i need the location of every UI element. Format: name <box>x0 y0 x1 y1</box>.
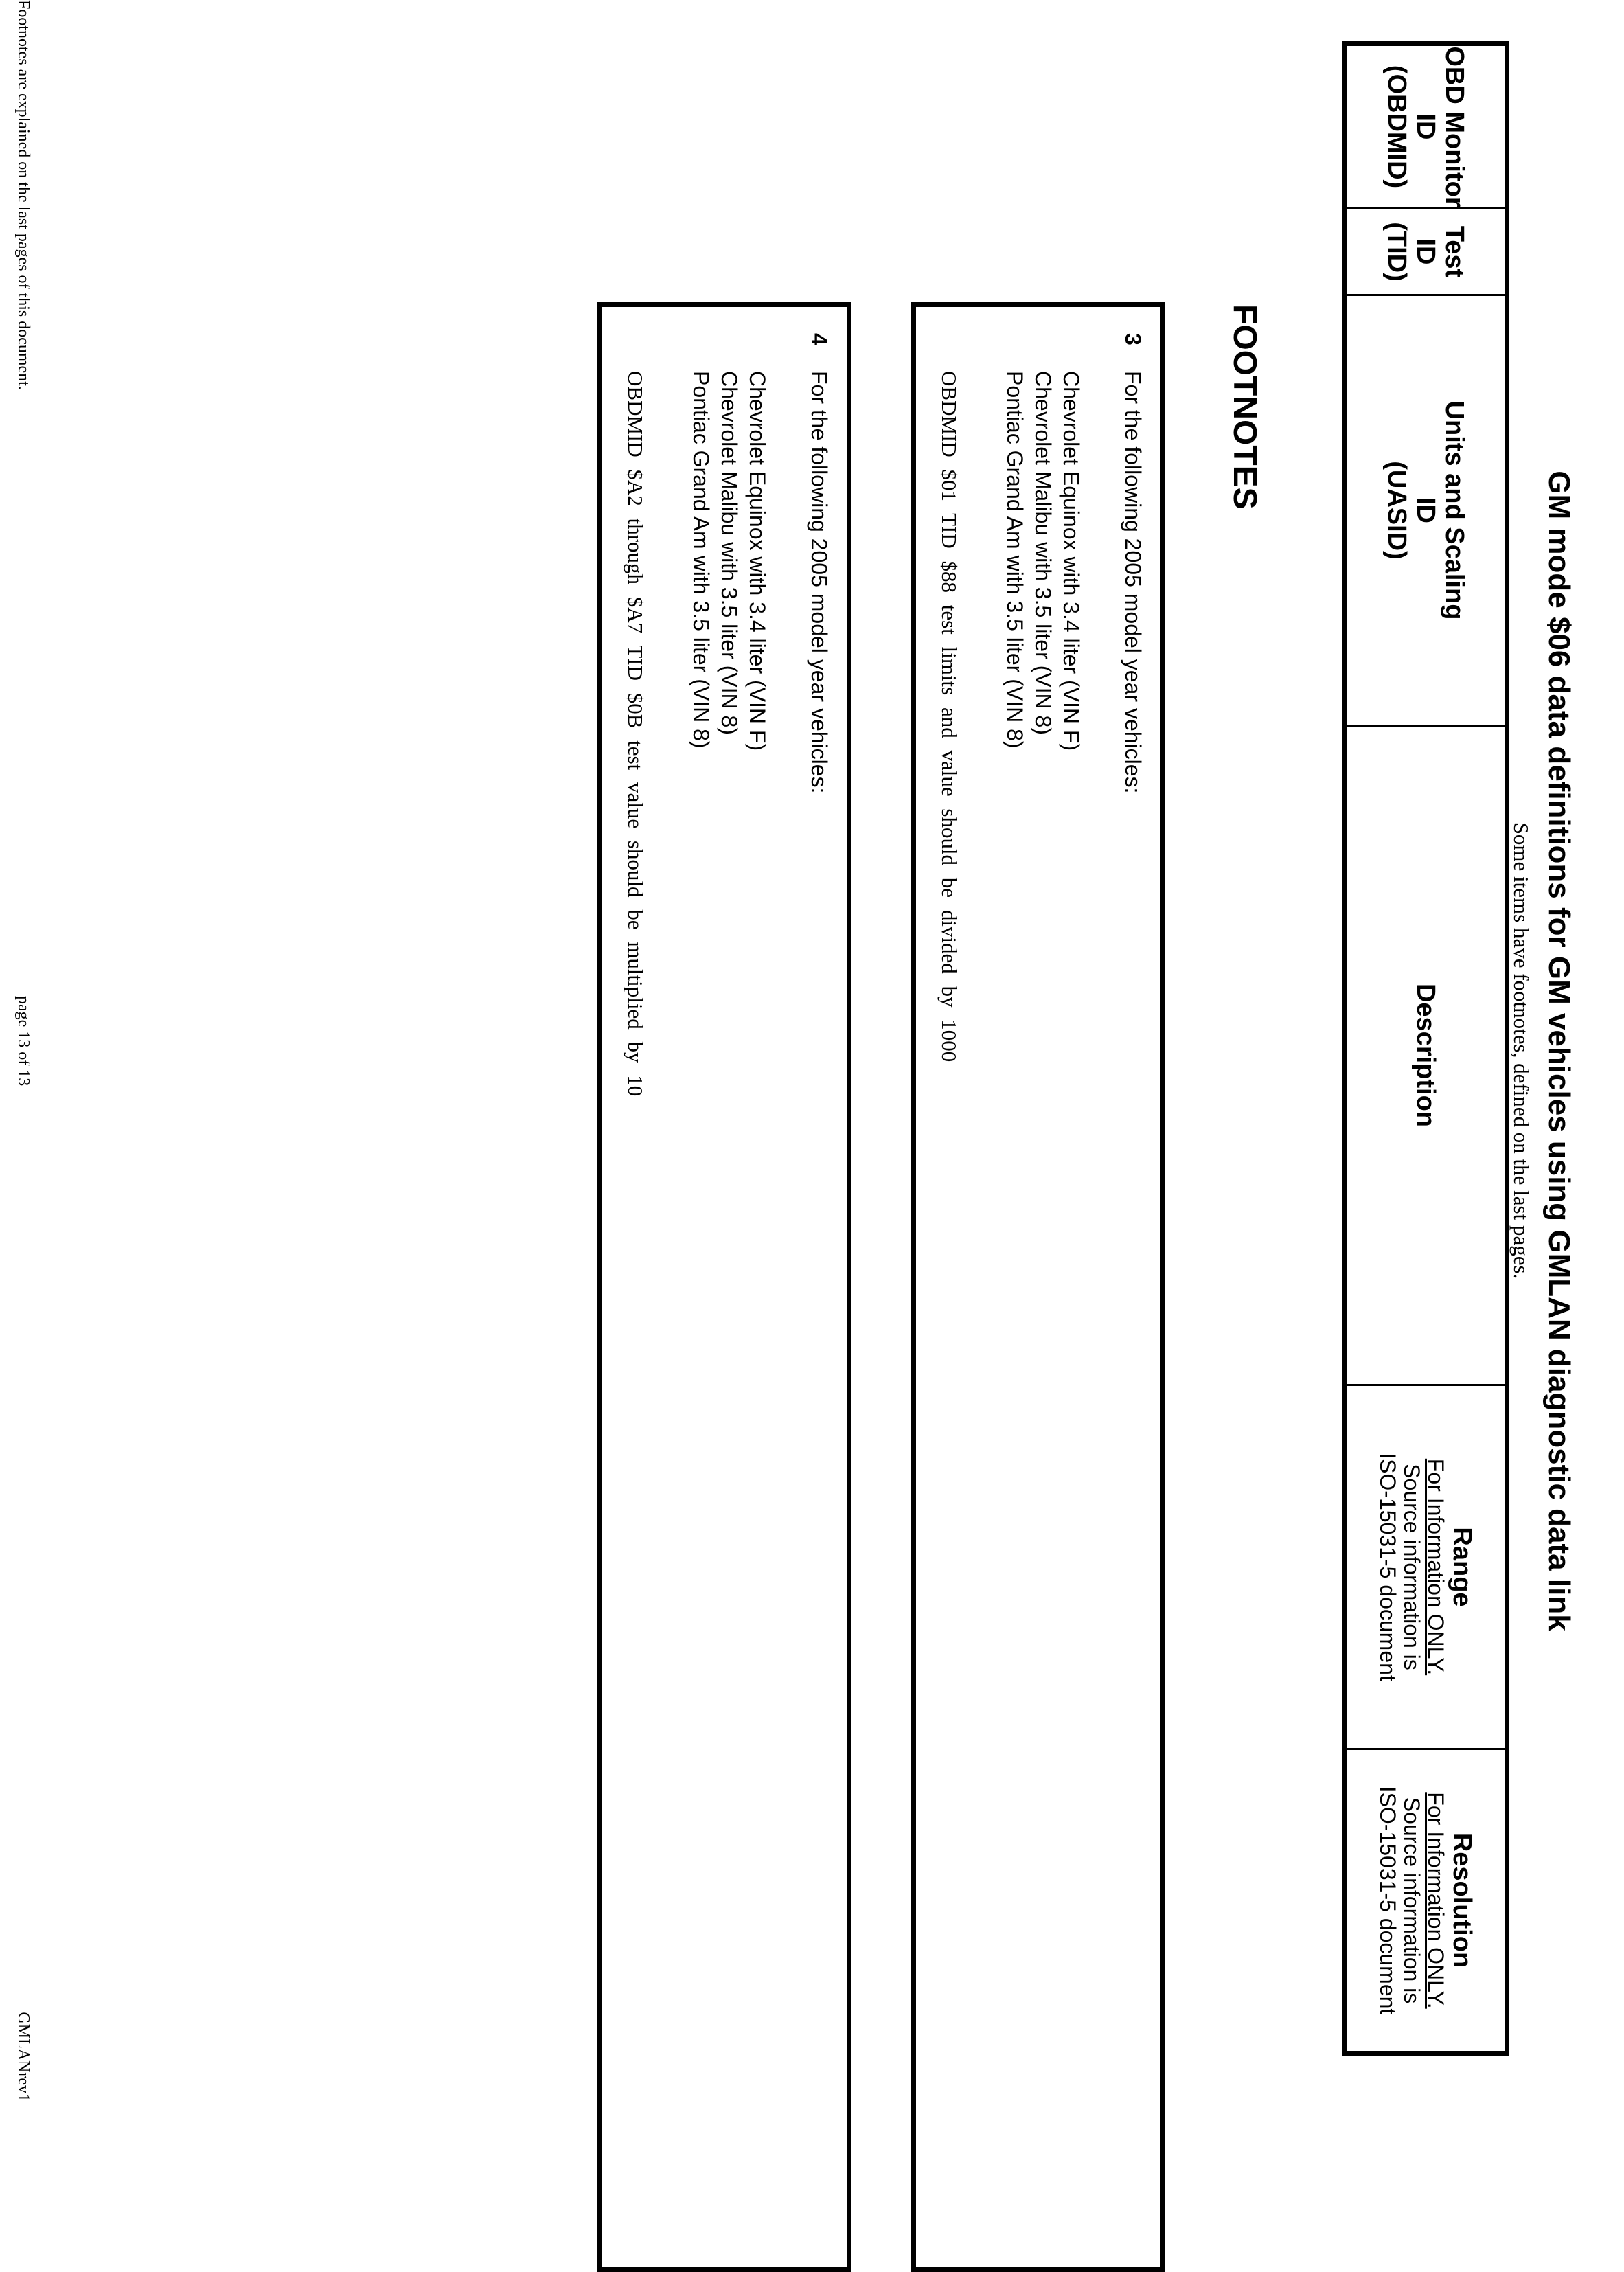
column-header-table <box>1342 41 1509 2056</box>
header-tid-line2: ID <box>1411 238 1441 265</box>
header-obdmid-line3: (OBDMID) <box>1382 65 1412 189</box>
footnote-number: 3 <box>1121 333 1145 345</box>
footnote-note: OBDMID $01 TID $88 test limits and value should be divided by 1000 <box>937 371 961 1063</box>
footnote-note: OBDMID $A2 through $A7 TID $0B test value should be multiplied by 10 <box>624 371 648 1097</box>
footnotes-heading: FOOTNOTES <box>1226 304 1263 510</box>
header-tid-line1: Test <box>1440 225 1469 278</box>
footer-page-number: page 13 of 13 <box>14 996 32 1087</box>
footnote-intro: For the following 2005 model year vehicles: <box>807 371 832 794</box>
header-range-title: Range <box>1448 1527 1476 1607</box>
vehicle-item: Chevrolet Malibu with 3.5 liter (VIN 8) <box>717 371 742 735</box>
footnote-box-4 <box>597 302 851 2272</box>
header-resolution-title: Resolution <box>1448 1832 1476 1968</box>
header-range-line2: Source information is <box>1399 1464 1424 1670</box>
vehicle-item: Chevrolet Equinox with 3.4 liter (VIN F) <box>1059 371 1084 751</box>
header-description-label: Description <box>1411 983 1441 1128</box>
footnote-number: 4 <box>807 333 832 345</box>
header-tid <box>1347 209 1505 296</box>
header-range-line3: ISO-15031-5 document <box>1375 1453 1400 1681</box>
header-resolution <box>1347 1750 1505 2051</box>
vehicle-item: Pontiac Grand Am with 3.5 liter (VIN 8) <box>1003 371 1027 749</box>
header-range <box>1347 1386 1505 1750</box>
header-obdmid <box>1347 46 1505 209</box>
header-description <box>1347 727 1505 1386</box>
header-uasid <box>1347 296 1505 727</box>
vehicle-item: Pontiac Grand Am with 3.5 liter (VIN 8) <box>689 371 713 749</box>
header-uasid-line3: (UASID) <box>1382 461 1412 560</box>
header-uasid-line1: Units and Scaling <box>1440 400 1469 620</box>
header-tid-line3: (TID) <box>1382 222 1412 282</box>
vehicle-list <box>1000 371 1085 751</box>
footnote-box-3 <box>911 302 1165 2272</box>
header-resolution-line2: Source information is <box>1399 1797 1424 2004</box>
vehicle-item: Chevrolet Malibu with 3.5 liter (VIN 8) <box>1031 371 1055 735</box>
header-range-note: For Information ONLY. <box>1423 1458 1448 1676</box>
header-obdmid-line2: ID <box>1411 113 1441 140</box>
header-uasid-line2: ID <box>1411 497 1441 523</box>
vehicle-item: Chevrolet Equinox with 3.4 liter (VIN F) <box>745 371 770 751</box>
page-title: GM mode $06 data definitions for GM vehicles using GMLAN diagnostic data link <box>1542 470 1576 1631</box>
header-obdmid-line1: OBD Monitor <box>1440 46 1469 207</box>
footer-revision: GMLANrev1 <box>14 2012 32 2102</box>
header-resolution-note: For Information ONLY. <box>1423 1792 1448 2009</box>
vehicle-list <box>687 371 771 751</box>
header-resolution-line3: ISO-15031-5 document <box>1375 1786 1400 2015</box>
page-subtitle: Some items have footnotes, defined on the last pages. <box>1509 822 1533 1280</box>
footnote-intro: For the following 2005 model year vehicles: <box>1121 371 1145 794</box>
footer-left: Footnotes are explained on the last pages of this document. <box>14 0 32 390</box>
